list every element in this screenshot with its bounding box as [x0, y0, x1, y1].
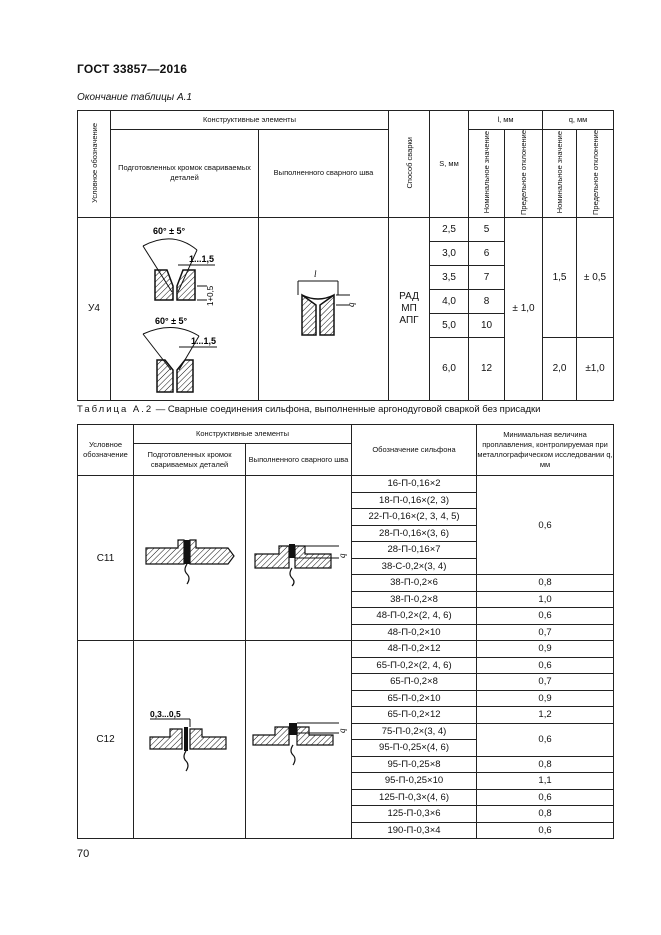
s-value: 5,0	[430, 313, 469, 337]
header-l: l, мм	[469, 111, 543, 130]
bellows-code: 65-П-0,2×12	[352, 707, 477, 724]
header-method: Способ сварки	[389, 111, 430, 218]
bellows-code: 18-П-0,16×(2, 3)	[352, 492, 477, 509]
header-q-dev: Предельное отклонение	[577, 130, 614, 218]
table-a1	[77, 110, 614, 401]
c12-prepared-drawing	[134, 641, 246, 839]
l-nominal-value: 7	[469, 265, 505, 289]
table1-caption: Окончание таблицы А.1	[77, 92, 192, 103]
l-nominal-value: 6	[469, 241, 505, 265]
penetration-value: 1,1	[477, 773, 614, 790]
q-deviation: ±1,0	[577, 337, 614, 400]
bellows-code: 65-П-0,2×(2, 4, 6)	[352, 657, 477, 674]
header-q-nominal: Номинальное значение	[543, 130, 577, 218]
bellows-code: 190-П-0,3×4	[352, 822, 477, 839]
penetration-value: 0,6	[477, 789, 614, 806]
header-constructive: Конструктивные элементы	[111, 111, 389, 130]
bellows-code: 38-П-0,2×8	[352, 591, 477, 608]
l-nominal-value: 8	[469, 289, 505, 313]
s-value: 3,5	[430, 265, 469, 289]
bellows-code: 95-П-0,25×10	[352, 773, 477, 790]
penetration-value: 0,6	[477, 608, 614, 625]
gap-label-top: 1...1,5	[188, 253, 214, 264]
q-nominal-value: 2,0	[543, 337, 577, 400]
s-value: 2,5	[430, 217, 469, 241]
bellows-code: 48-П-0,2×(2, 4, 6)	[352, 608, 477, 625]
c12-weld-svg	[249, 705, 349, 775]
s-value: 4,0	[430, 289, 469, 313]
bellows-code: 38-С-0,2×(3, 4)	[352, 558, 477, 575]
weld-q-label: q	[345, 302, 356, 307]
bellows-code: 125-П-0,3×(4, 6)	[352, 789, 477, 806]
l-nominal-value: 5	[469, 217, 505, 241]
group-designation-c11: С11	[78, 476, 134, 641]
q-deviation: ± 0,5	[577, 217, 614, 337]
header-l-dev: Предельное отклонение	[505, 130, 543, 218]
weld-done-svg	[264, 259, 384, 359]
bellows-code: 65-П-0,2×10	[352, 690, 477, 707]
bellows-code: 28-П-0,16×(3, 6)	[352, 525, 477, 542]
weld-done-drawing	[259, 217, 389, 400]
q-nominal-value: 1,5	[543, 217, 577, 337]
c12-prepared-svg	[140, 705, 240, 775]
bellows-code: 48-П-0,2×10	[352, 624, 477, 641]
penetration-value: 0,6	[477, 723, 614, 756]
bellows-code: 65-П-0,2×8	[352, 674, 477, 691]
c11-prepared-svg	[140, 528, 240, 588]
bellows-code: 22-П-0,16×(2, 3, 4, 5)	[352, 509, 477, 526]
bellows-code: 28-П-0,16×7	[352, 542, 477, 559]
angle-label-bottom: 60° ± 5°	[154, 315, 187, 326]
penetration-value: 0,9	[477, 690, 614, 707]
header-l-nominal: Номинальное значение	[469, 130, 505, 218]
penetration-value: 0,8	[477, 575, 614, 592]
row-designation: У4	[78, 217, 111, 400]
group-designation-c12: С12	[78, 641, 134, 839]
bellows-code: 95-П-0,25×(4, 6)	[352, 740, 477, 757]
c11-q-label: q	[336, 553, 347, 558]
t2-header-constructive: Конструктивные элементы	[134, 425, 352, 444]
t2-header-bellows: Обозначение сильфона	[352, 425, 477, 476]
penetration-value: 0,6	[477, 476, 614, 575]
bellows-code: 125-П-0,3×6	[352, 806, 477, 823]
c11-weld-drawing	[246, 476, 352, 641]
t2-header-min-penetration: Минимальная величина проплавления, контролируемая при металлографическом исследовании q, мм	[477, 425, 614, 476]
t2-header-designation: Условное обозначение	[78, 425, 134, 476]
c12-weld-drawing	[246, 641, 352, 839]
penetration-value: 0,8	[477, 806, 614, 823]
root-label: 1+0,5	[205, 285, 215, 306]
header-designation: Условное обозначение	[78, 111, 111, 218]
l-deviation: ± 1,0	[505, 217, 543, 400]
table-a2	[77, 424, 614, 839]
bellows-code: 38-П-0,2×6	[352, 575, 477, 592]
c12-q-label: q	[336, 728, 347, 733]
welding-method-cell: РАД МП АПГ	[389, 217, 430, 400]
weld-l-label: l	[313, 268, 317, 279]
prepared-edges-drawing	[111, 217, 259, 400]
bellows-code: 75-П-0,2×(3, 4)	[352, 723, 477, 740]
penetration-value: 0,9	[477, 641, 614, 658]
c11-weld-svg	[249, 528, 349, 588]
c11-prepared-drawing	[134, 476, 246, 641]
penetration-value: 1,2	[477, 707, 614, 724]
t2-header-prepared-edges: Подготовленных кромок свариваемых деталей	[134, 444, 246, 476]
s-value: 3,0	[430, 241, 469, 265]
penetration-value: 0,6	[477, 657, 614, 674]
header-q: q, мм	[543, 111, 614, 130]
document-header: ГОСТ 33857—2016	[77, 62, 188, 76]
gap-label-bottom: 1...1,5	[190, 335, 216, 346]
l-nominal-value: 12	[469, 337, 505, 400]
bellows-code: 95-П-0,25×8	[352, 756, 477, 773]
s-value: 6,0	[430, 337, 469, 400]
page-number: 70	[77, 848, 90, 860]
header-prepared-edges: Подготовленных кромок свариваемых деталей	[111, 130, 259, 218]
angle-label-top: 60° ± 5°	[152, 225, 185, 236]
header-weld-done: Выполненного сварного шва	[259, 130, 389, 218]
table2-caption: Таблица А.2 — Сварные соединения сильфона, выполненные аргонодуговой сваркой без присадки	[77, 404, 541, 415]
c12-gap-label: 0,3...0,5	[149, 708, 181, 719]
penetration-value: 0,7	[477, 624, 614, 641]
penetration-value: 0,7	[477, 674, 614, 691]
penetration-value: 1,0	[477, 591, 614, 608]
l-nominal-value: 10	[469, 313, 505, 337]
penetration-value: 0,8	[477, 756, 614, 773]
penetration-value: 0,6	[477, 822, 614, 839]
bellows-code: 16-П-0,16×2	[352, 476, 477, 493]
header-s: S, мм	[430, 111, 469, 218]
t2-header-weld-done: Выполненного сварного шва	[246, 444, 352, 476]
prepared-edges-svg	[115, 220, 255, 398]
bellows-code: 48-П-0,2×12	[352, 641, 477, 658]
